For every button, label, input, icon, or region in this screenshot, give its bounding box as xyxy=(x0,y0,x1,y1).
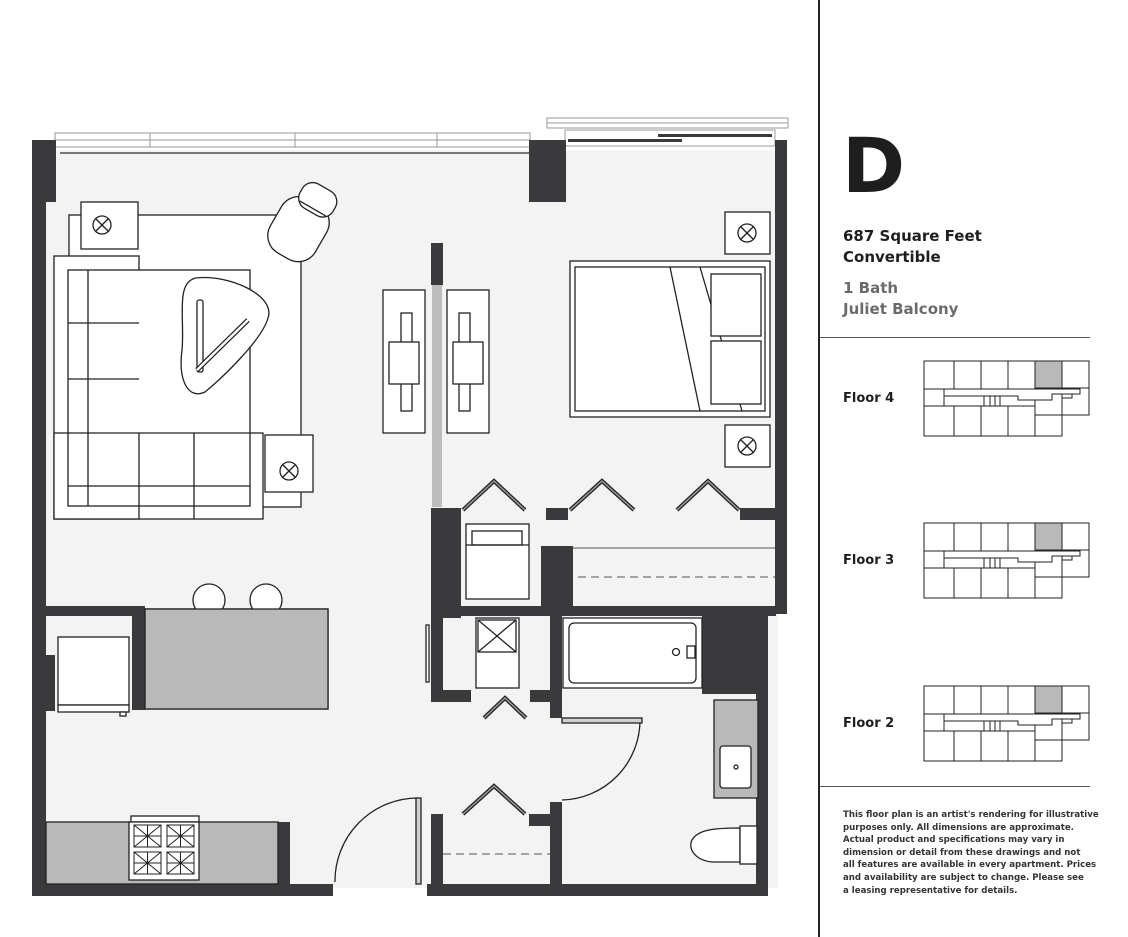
highlighted-unit xyxy=(1035,686,1062,714)
floor-label: Floor 4 xyxy=(843,391,895,406)
disclaimer-line: a leasing representative for details. xyxy=(843,885,1018,896)
sliding-partition xyxy=(432,285,442,507)
key-plan-floor-3 xyxy=(922,522,1092,600)
juliet-balcony-door xyxy=(568,134,772,142)
key-plan-floor-4 xyxy=(922,360,1092,438)
highlighted-unit xyxy=(1035,361,1062,389)
unit-feature: Juliet Balcony xyxy=(843,300,959,318)
disclaimer-line: purposes only. All dimensions are approximate. xyxy=(843,822,1074,833)
panel-divider xyxy=(818,0,820,937)
disclaimer-line: dimension or detail from these drawings and not xyxy=(843,847,1081,858)
disclaimer-line: This floor plan is an artist's rendering for illustrative xyxy=(843,810,1099,820)
disclaimer-line: Actual product and specifications may vary in xyxy=(843,835,1065,846)
unit-baths: 1 Bath xyxy=(843,279,899,297)
floor-label: Floor 2 xyxy=(843,716,895,731)
divider-line xyxy=(820,786,1090,787)
floor-label: Floor 3 xyxy=(843,553,895,568)
divider-line xyxy=(820,337,1090,338)
disclaimer xyxy=(843,809,1099,897)
key-plan-floor-2 xyxy=(922,685,1092,763)
unit-layout-type: Convertible xyxy=(843,248,941,266)
disclaimer-line: and availability are subject to change. Please see xyxy=(843,872,1084,883)
unit-letter: D xyxy=(842,121,904,210)
highlighted-unit xyxy=(1035,523,1062,551)
unit-square-feet: 687 Square Feet xyxy=(843,227,982,245)
disclaimer-line: all features are available in every apartment. Prices xyxy=(843,860,1097,871)
